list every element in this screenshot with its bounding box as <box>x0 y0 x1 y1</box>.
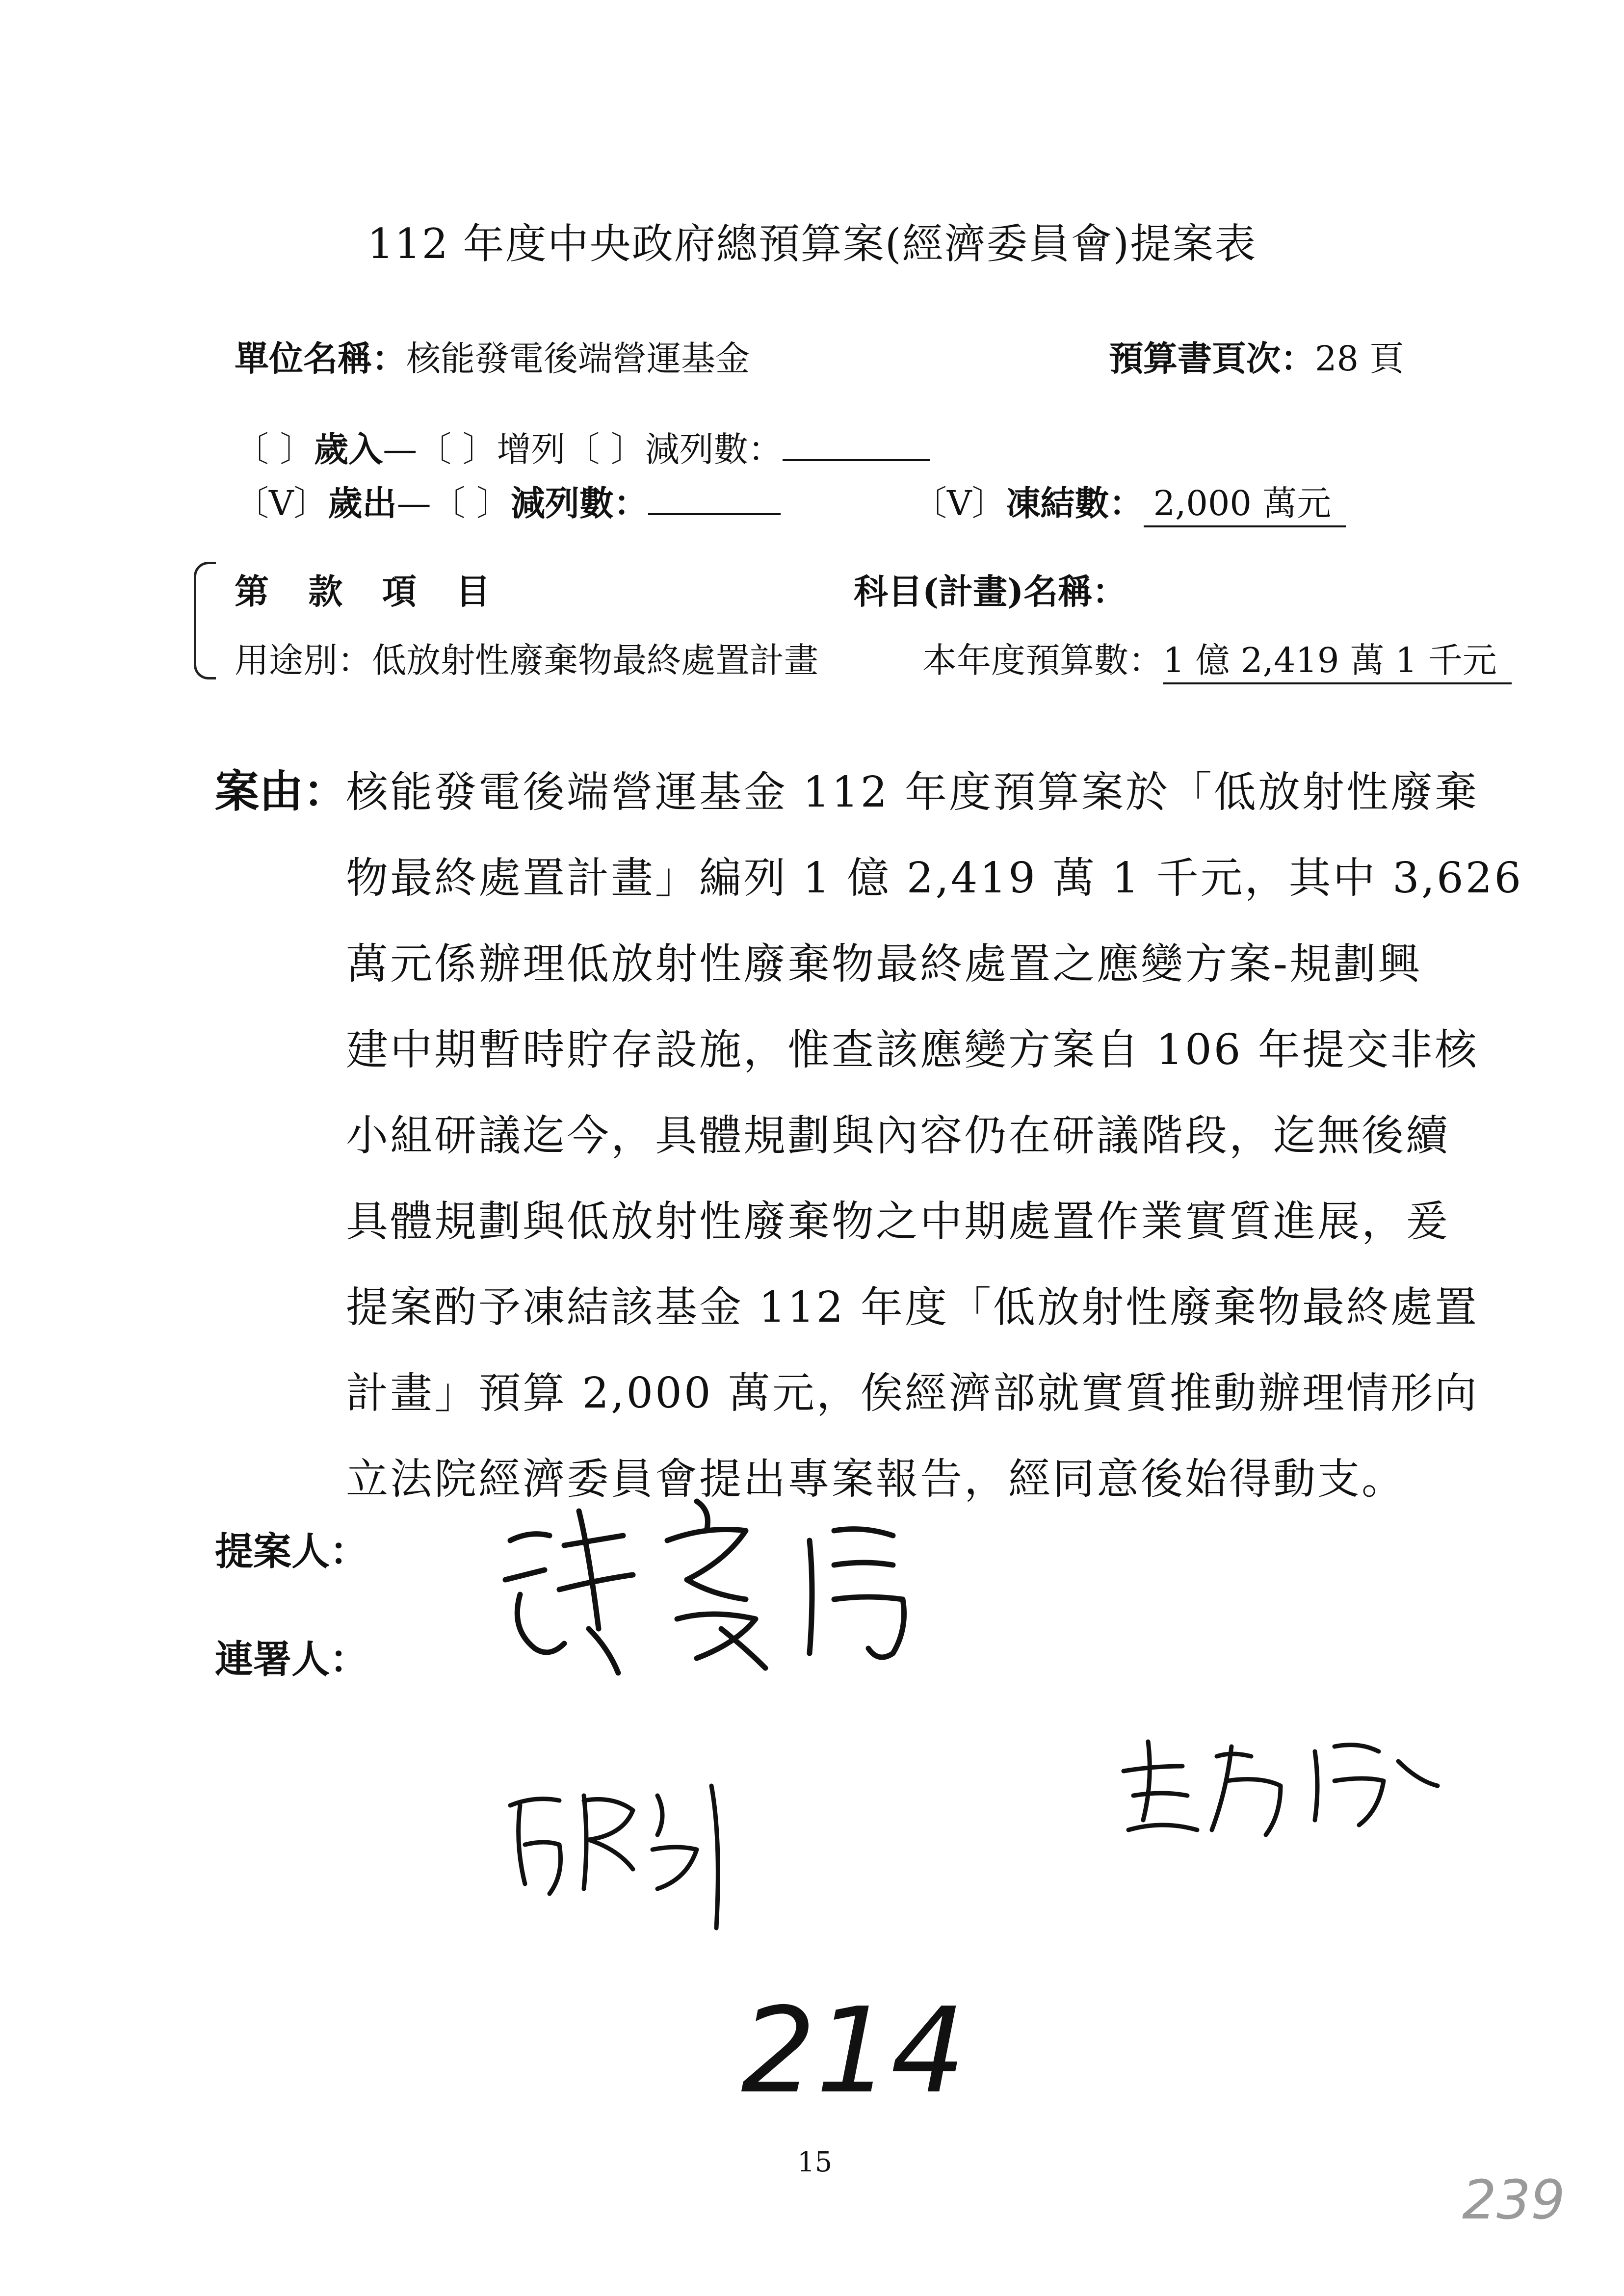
freeze-value: 2,000 萬元 <box>1144 476 1346 527</box>
revenue-box-3: 〔 〕 <box>565 429 645 470</box>
unit-value: 核能發電後端營運基金 <box>406 339 750 379</box>
annual-budget-row <box>922 633 1512 684</box>
revenue-box: 〔 〕 <box>235 429 314 470</box>
revenue-dash: — <box>383 429 418 470</box>
unit-row <box>235 331 750 381</box>
footer-page-number: 15 <box>797 2146 833 2178</box>
expenditure-blank <box>648 485 781 515</box>
cosigner-signature-2 <box>1104 1717 1447 1854</box>
subject-label: 科目(計畫)名稱： <box>854 571 1127 612</box>
expenditure-box: 〔V〕 <box>235 483 328 523</box>
revenue-line <box>235 422 930 471</box>
usage-label: 用途別： <box>235 640 372 680</box>
expenditure-box-2: 〔 〕 <box>431 483 511 523</box>
reason-line: 萬元係辦理低放射性廢棄物最終處置之應變方案-規劃興 <box>346 939 1422 989</box>
annual-budget-label: 本年度預算數： <box>922 640 1163 680</box>
usage-value: 低放射性廢棄物最終處置計畫 <box>372 640 818 680</box>
reason-line: 提案酌予凍結該基金 112 年度「低放射性廢棄物最終處置 <box>346 1283 1479 1332</box>
reason-line: 核能發電後端營運基金 112 年度預算案於「低放射性廢棄 <box>346 768 1479 817</box>
revenue-box-2: 〔 〕 <box>417 429 497 470</box>
reason-line: 建中期暫時貯存設施，惟查該應變方案自 106 年提交非核 <box>346 1025 1479 1074</box>
page-title: 112 年度中央政府總預算案(經濟委員會)提案表 <box>367 220 1257 268</box>
reason-label: 案由： <box>215 765 347 817</box>
reason-line: 小組研議迄今，具體規劃與內容仍在研議階段，迄無後續 <box>346 1111 1450 1160</box>
expenditure-dash: — <box>396 483 431 523</box>
revenue-blank <box>783 431 930 461</box>
budget-page-row <box>1109 331 1404 381</box>
item-label: 第 款 項 目 <box>235 571 504 612</box>
budget-page-label: 預算書頁次： <box>1109 338 1315 379</box>
cosigner-signature-1 <box>491 1766 765 1943</box>
handwritten-page-number: 214 <box>741 1982 966 2119</box>
proposer-signature <box>491 1482 981 1688</box>
item-bracket <box>194 562 216 679</box>
proposer-label: 提案人： <box>215 1529 368 1574</box>
reason-line: 立法院經濟委員會提出專案報告，經同意後始得動支。 <box>346 1455 1406 1504</box>
revenue-decrease: 減列數： <box>645 429 783 470</box>
reason-line: 具體規劃與低放射性廢棄物之中期處置作業實質進展，爰 <box>346 1197 1450 1246</box>
reason-line: 計畫」預算 2,000 萬元，俟經濟部就實質推動辦理情形向 <box>346 1369 1479 1418</box>
unit-label: 單位名稱： <box>235 338 406 379</box>
freeze-label: 凍結數： <box>1006 483 1144 523</box>
cosigner-label: 連署人： <box>215 1637 368 1682</box>
expenditure-decrease: 減列數： <box>510 483 648 523</box>
revenue-label: 歲入 <box>314 429 383 470</box>
freeze-box: 〔V〕 <box>913 483 1006 523</box>
reason-line: 物最終處置計畫」編列 1 億 2,419 萬 1 千元，其中 3,626 <box>346 854 1523 903</box>
expenditure-line <box>235 476 781 525</box>
freeze-row <box>913 476 1346 527</box>
budget-page-value: 28 頁 <box>1315 339 1404 379</box>
expenditure-label: 歲出 <box>328 483 397 523</box>
corner-number: 239 <box>1462 2168 1565 2231</box>
annual-budget-value: 1 億 2,419 萬 1 千元 <box>1163 633 1512 684</box>
revenue-increase: 增列 <box>497 429 566 470</box>
usage-row <box>235 633 818 682</box>
